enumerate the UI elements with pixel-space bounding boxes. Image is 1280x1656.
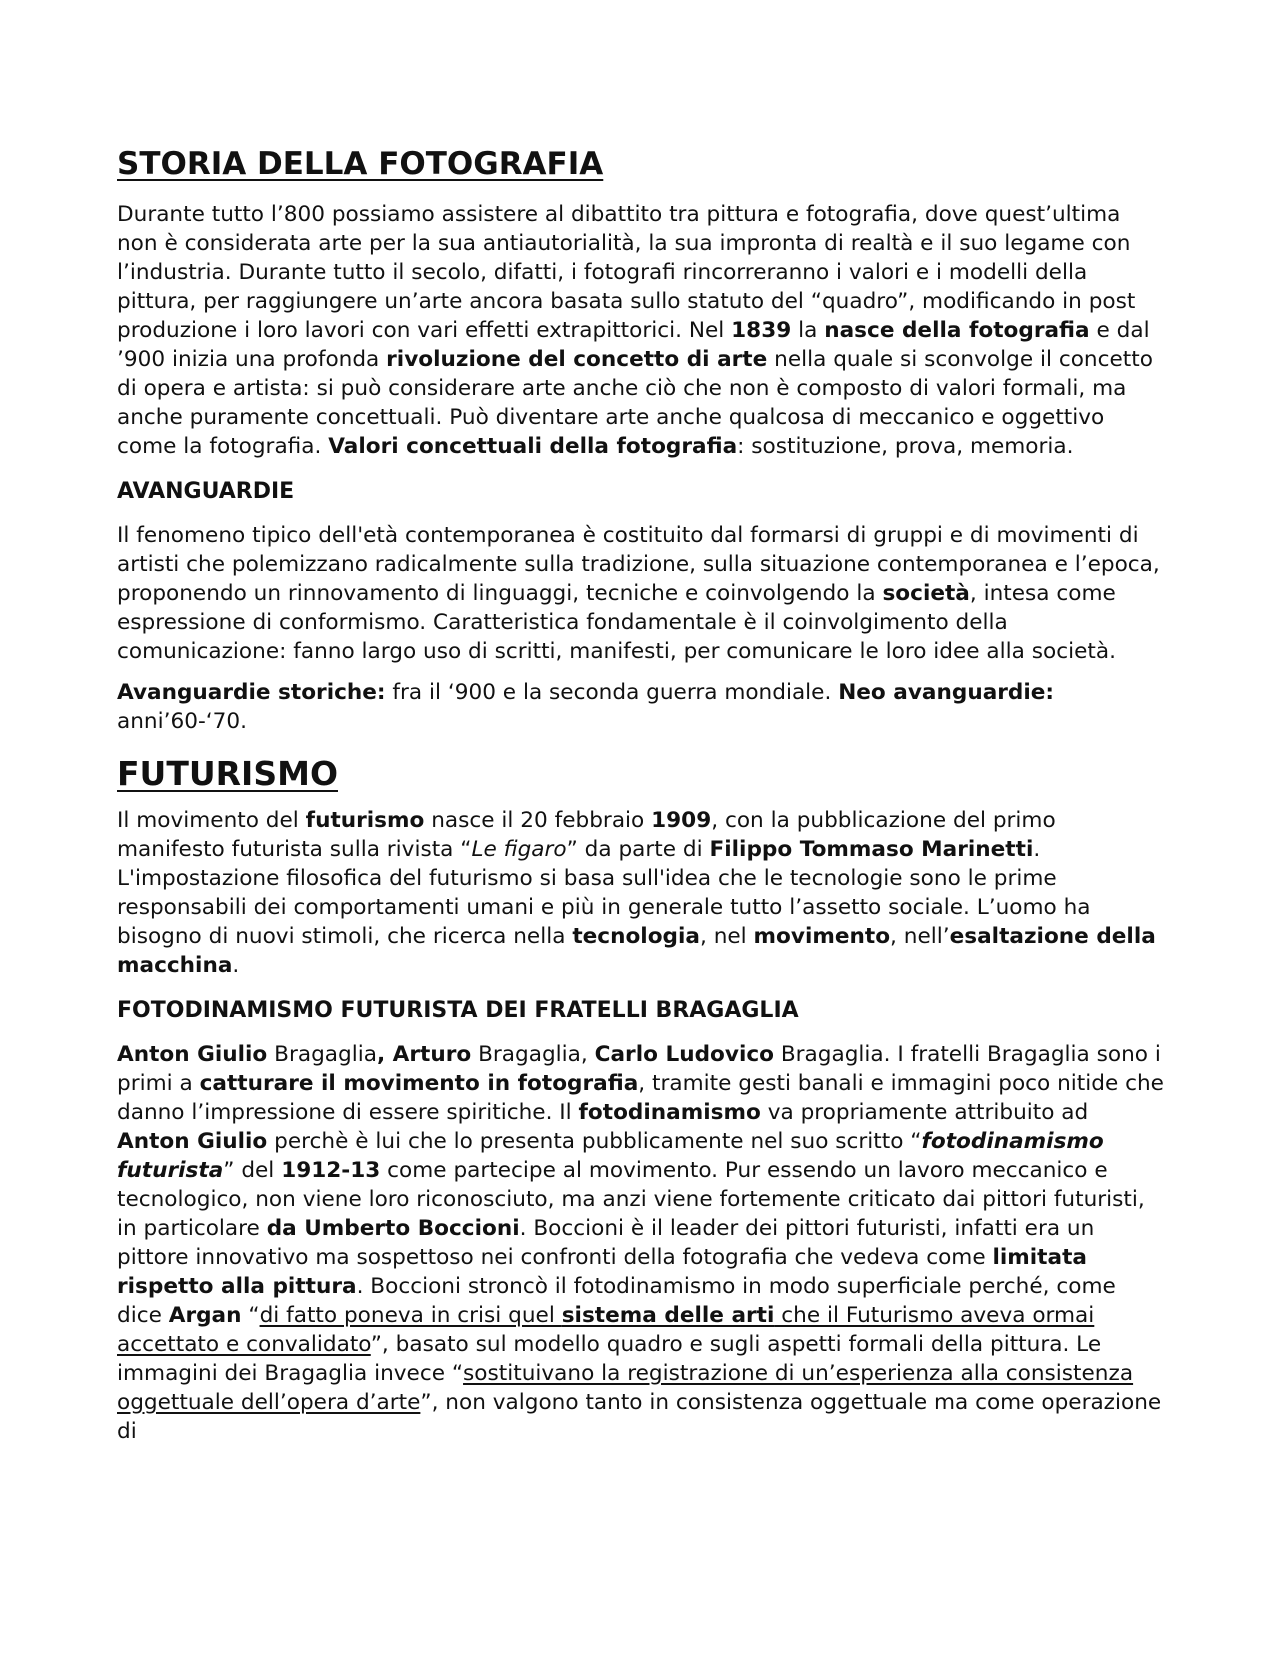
title-storia-della-fotografia: STORIA DELLA FOTOGRAFIA (117, 146, 604, 182)
heading-avanguardie: AVANGUARDIE (117, 479, 295, 504)
paragraph-fotodinamismo: Anton Giulio Bragaglia, Arturo Bragaglia, Carlo Ludovico Bragaglia. I fratelli Bragaglia sono i primi a catturare il movimento in fotografia, tramite gesti banali e immagini poco nitide che danno l’impressione di essere spiritiche. Il fotodinamismo va propriamente attribuito ad Anton Giulio perchè è lui che lo presenta pubblicamente nel suo scritto “fotodinamismo futurista” del 1912-13 come partecipe al movimento. Pur essendo un lavoro meccanico e tecnologico, non viene loro riconosciuto, ma anzi viene fortemente criticato dai pittori futuristi, in particolare da Umberto Boccioni. Boccioni è il leader dei pittori futuristi, infatti era un pittore innovativo ma sospettoso nei confronti della fotografia che vedeva come limitata rispetto alla pittura. Boccioni stroncò il fotodinamismo in modo superficiale perché, come dice Argan “di fatto poneva in crisi quel sistema delle arti che il Futurismo aveva ormai accettato e convalidato”, basato sul modello quadro e sugli aspetti formali della pittura. Le immagini dei Bragaglia invece “sostituivano la registrazione di un’esperienza alla consistenza oggettuale dell’opera d’arte”, non valgono tanto in consistenza oggettuale ma come operazione di (117, 1042, 1164, 1444)
paragraph-avanguardie: Il fenomeno tipico dell'età contemporanea è costituito dal formarsi di gruppi e di movimenti di artisti che polemizzano radicalmente sulla tradizione, sulla situazione contemporanea e l’epoca, proponendo un rinnovamento di linguaggi, tecniche e coinvolgendo la società, intesa come espressione di conformismo. Caratteristica fondamentale è il coinvolgimento della comunicazione: fanno largo uso di scritti, manifesti, per comunicare le loro idee alla società. (117, 523, 1160, 664)
paragraph-futurismo: Il movimento del futurismo nasce il 20 febbraio 1909, con la pubblicazione del primo manifesto futurista sulla rivista “Le figaro” da parte di Filippo Tommaso Marinetti. L'impostazione filosofica del futurismo si basa sull'idea che le tecnologie sono le prime responsabili dei comportamenti umani e più in generale tutto l’assetto sociale. L’uomo ha bisogno di nuovi stimoli, che ricerca nella tecnologia, nel movimento, nell’esaltazione della macchina. (117, 808, 1156, 978)
paragraph-avanguardie-periodi: Avanguardie storiche: fra il ‘900 e la seconda guerra mondiale. Neo avanguardie: anni’60-‘70. (117, 680, 1055, 734)
title-futurismo: FUTURISMO (117, 754, 338, 793)
heading-fotodinamismo: FOTODINAMISMO FUTURISTA DEI FRATELLI BRAGAGLIA (117, 998, 799, 1023)
document-page (117, 144, 1167, 1458)
quote-bragaglia: sostituivano la registrazione di un’esperienza alla consistenza oggettuale dell’opera d’arte (117, 1361, 1134, 1415)
quote-argan: di fatto poneva in crisi quel sistema delle arti che il Futurismo aveva ormai accettato e convalidato (117, 1303, 1095, 1357)
paragraph-fotografia-intro: Durante tutto l’800 possiamo assistere al dibattito tra pittura e fotografia, dove quest’ultima non è considerata arte per la sua antiautorialità, la sua impronta di realtà e il suo legame con l’industria. Durante tutto il secolo, difatti, i fotografi rincorreranno i valori e i modelli della pittura, per raggiungere un’arte ancora basata sullo statuto del “quadro”, modificando in post produzione i loro lavori con vari effetti extrapittorici. Nel 1839 la nasce della fotografia e dal ’900 inizia una profonda rivoluzione del concetto di arte nella quale si sconvolge il concetto di opera e artista: si può considerare arte anche ciò che non è composto di valori formali, ma anche puramente concettuali. Può diventare arte anche qualcosa di meccanico e oggettivo come la fotografia. Valori concettuali della fotografia: sostituzione, prova, memoria. (117, 202, 1153, 459)
